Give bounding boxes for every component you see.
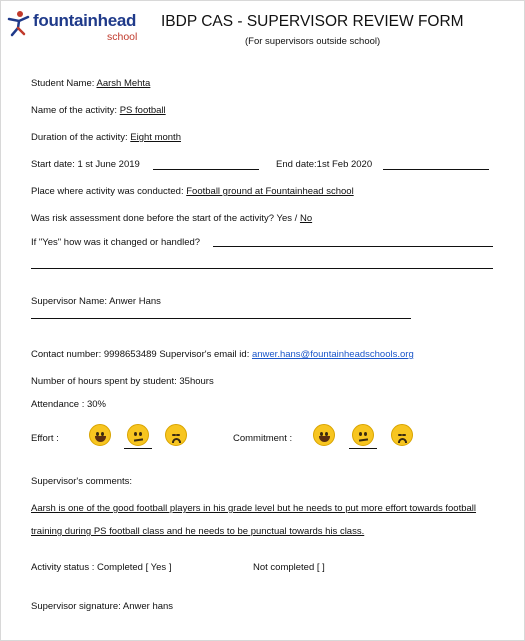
commitment-label: Commitment : (233, 433, 293, 444)
student-name-value: Aarsh Mehta (96, 78, 151, 89)
effort-happy-face-icon[interactable] (89, 424, 111, 446)
effort-sad-face-icon[interactable] (165, 424, 187, 446)
logo-figure-icon (7, 9, 31, 37)
effort-selected-underline (124, 448, 152, 449)
commitment-selected-underline (349, 448, 377, 449)
status-not-completed: Not completed [ ] (253, 562, 325, 573)
student-name-label: Student Name: (31, 78, 97, 89)
supervisor-email-link[interactable]: anwer.hans@fountainheadschools.org (251, 349, 414, 360)
supervisor-signature: Supervisor signature: Anwer hans (31, 601, 174, 612)
commitment-neutral-face-icon[interactable] (352, 424, 374, 446)
comment-line-2: training during PS football class and he needs to be punctual towards his class. (31, 526, 365, 537)
duration-row (31, 132, 181, 143)
logo-subtitle: school (107, 31, 138, 43)
form-title: IBDP CAS - SUPERVISOR REVIEW FORM (161, 13, 464, 30)
activity-label: Name of the activity: (31, 105, 120, 116)
commitment-happy-face-icon[interactable] (313, 424, 335, 446)
place-label: Place where activity was conducted: (31, 186, 187, 197)
contact-row (31, 349, 414, 360)
activity-row (31, 105, 166, 116)
hours-spent: Number of hours spent by student: 35hours (31, 376, 214, 387)
start-date-line (153, 169, 259, 170)
end-date: End date:1st Feb 2020 (276, 159, 373, 170)
supervisor-name: Supervisor Name: Anwer Hans (31, 296, 161, 307)
if-yes-line-1 (213, 246, 493, 247)
form-subtitle: (For supervisors outside school) (245, 36, 381, 47)
commitment-sad-face-icon[interactable] (391, 424, 413, 446)
effort-neutral-face-icon[interactable] (127, 424, 149, 446)
end-date-line (383, 169, 489, 170)
logo-name: fountainhead (33, 11, 137, 30)
start-date: Start date: 1 st June 2019 (31, 159, 140, 170)
duration-value: Eight month (130, 132, 181, 143)
status-completed: Activity status : Completed [ Yes ] (31, 562, 172, 573)
place-row (31, 186, 354, 197)
if-yes-line-2 (31, 268, 493, 269)
comments-label: Supervisor's comments: (31, 476, 133, 487)
attendance: Attendance : 30% (31, 399, 106, 410)
student-name-row (31, 78, 150, 89)
risk-row (31, 213, 312, 224)
risk-answer: No (299, 213, 313, 224)
supervisor-name-line (31, 318, 411, 319)
contact-label: Contact number: 9998653489 Supervisor's email id: (31, 349, 252, 360)
duration-label: Duration of the activity: (31, 132, 131, 143)
effort-label: Effort : (31, 433, 59, 444)
comment-line-1: Aarsh is one of the good football players in his grade level but he needs to put more effort towards football (31, 503, 477, 514)
activity-value: PS football (119, 105, 166, 116)
risk-label: Was risk assessment done before the start of the activity? Yes / (31, 213, 300, 224)
place-value: Football ground at Fountainhead school (186, 186, 354, 197)
school-logo (7, 7, 137, 43)
if-yes-label: If "Yes" how was it changed or handled? (31, 237, 201, 248)
